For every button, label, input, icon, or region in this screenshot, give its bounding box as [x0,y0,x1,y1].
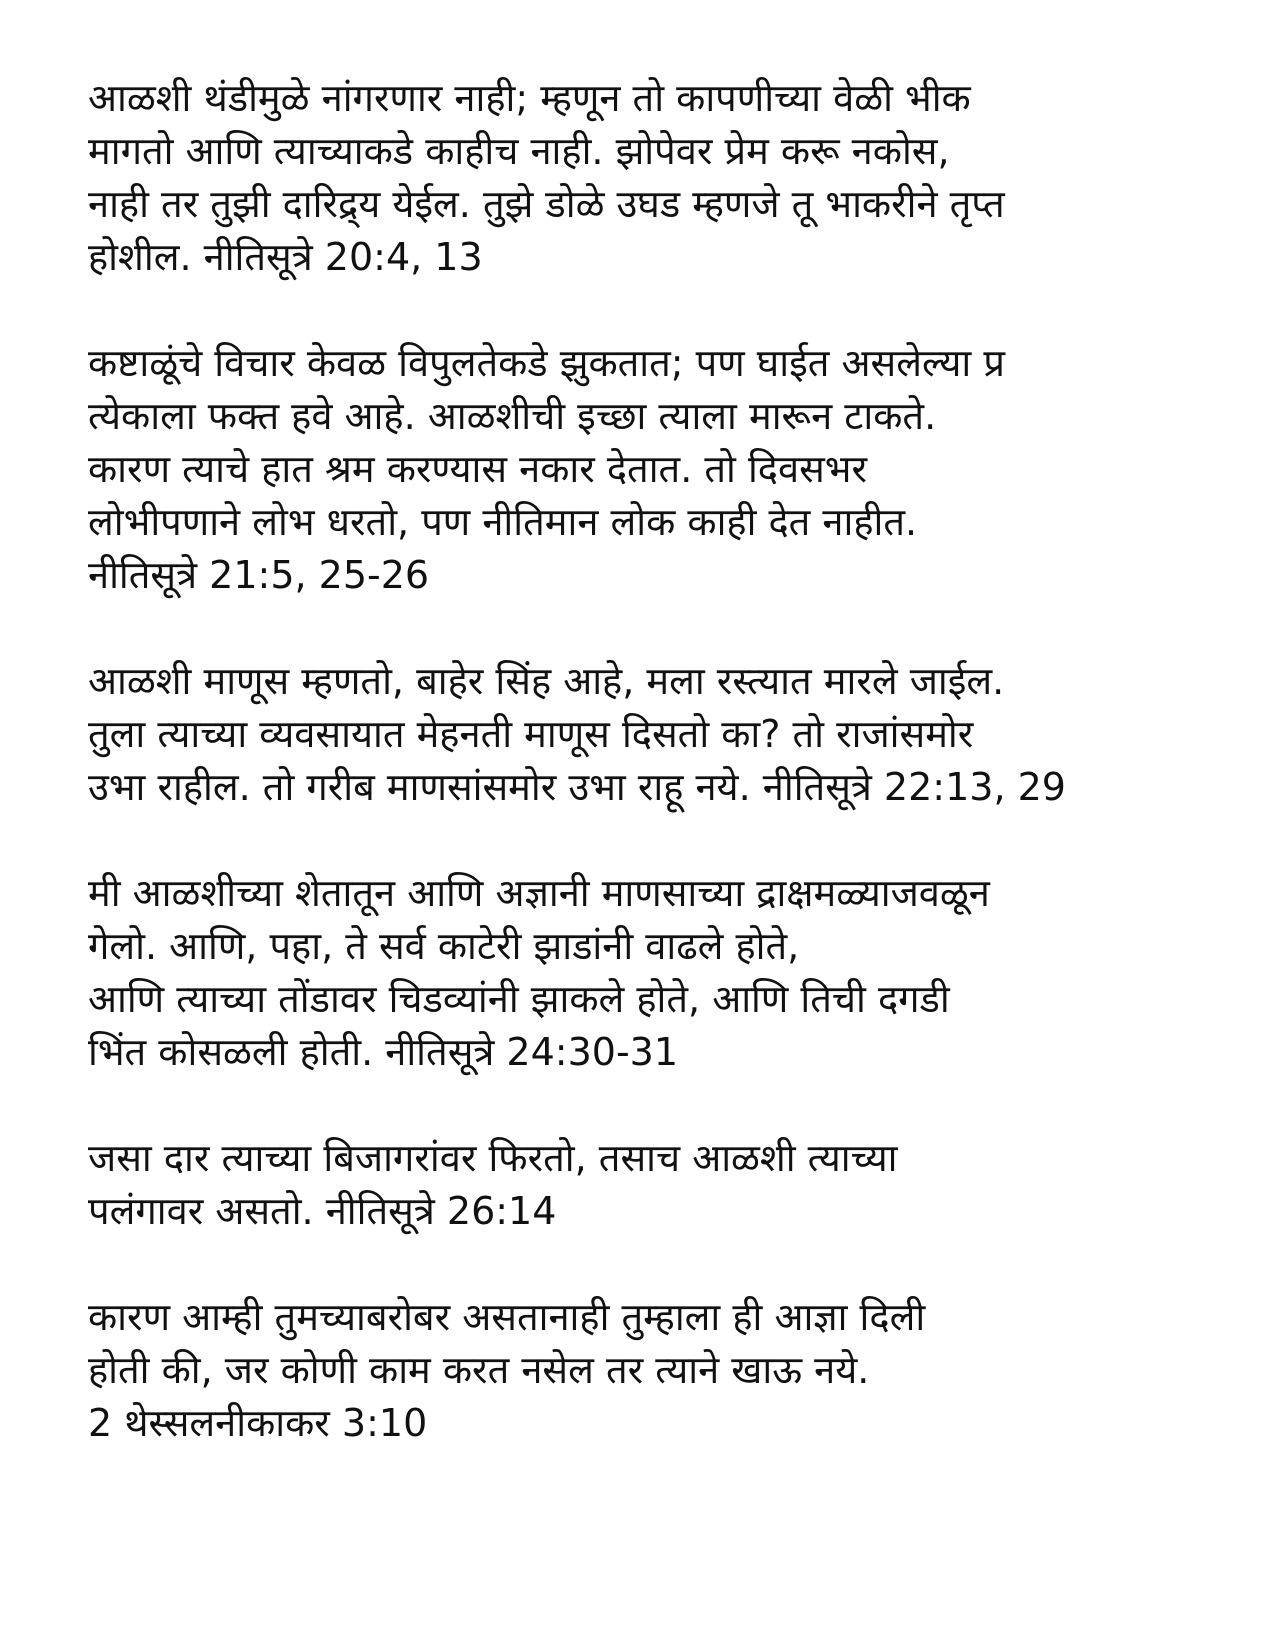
text-line: जसा दार त्याच्या बिजागरांवर फिरतो, तसाच आळशी त्याच्या [88,1136,898,1180]
verse-paragraph-3 [88,655,1248,814]
text-line: मी आळशीच्या शेतातून आणि अज्ञानी माणसाच्या द्राक्षमळ्याजवळून [88,871,990,915]
text-line: आणि त्याच्या तोंडावर चिडव्यांनी झाकले होते, आणि तिची दगडी [88,977,950,1021]
text-line: कष्टाळूंचे विचार केवळ विपुलतेकडे झुकतात; पण घाईत असलेल्या प्र [88,341,1005,385]
text-line: नाही तर तुझी दारिद्र्य येईल. तुझे डोळे उघड म्हणजे तू भाकरीने तृप्त [88,182,1005,226]
text-line: पलंगावर असतो. नीतिसूत्रे 26:14 [88,1189,557,1233]
document-body [88,72,1248,1503]
verse-paragraph-4 [88,867,1248,1079]
text-line: नीतिसूत्रे 21:5, 25-26 [88,553,430,597]
verse-paragraph-6 [88,1291,1248,1450]
verse-paragraph-1 [88,72,1248,284]
text-line: भिंत कोसळली होती. नीतिसूत्रे 24:30-31 [88,1030,679,1074]
text-line: होशील. नीतिसूत्रे 20:4, 13 [88,235,483,279]
text-line: तुला त्याच्या व्यवसायात मेहनती माणूस दिसतो का? तो राजांसमोर [88,712,974,756]
text-line: लोभीपणाने लोभ धरतो, पण नीतिमान लोक काही देत नाहीत. [88,500,918,544]
text-line: उभा राहील. तो गरीब माणसांसमोर उभा राहू नये. नीतिसूत्रे 22:13, 29 [88,765,1066,809]
text-line: आळशी माणूस म्हणतो, बाहेर सिंह आहे, मला रस्त्यात मारले जाईल. [88,659,1005,703]
text-line: कारण आम्ही तुमच्याबरोबर असतानाही तुम्हाला ही आज्ञा दिली [88,1295,926,1339]
verse-paragraph-2 [88,337,1248,602]
text-line: 2 थेस्सलनीकाकर 3:10 [88,1401,428,1445]
text-line: होती की, जर कोणी काम करत नसेल तर त्याने खाऊ नये. [88,1348,870,1392]
text-line: त्येकाला फक्त हवे आहे. आळशीची इच्छा त्याला मारून टाकते. [88,394,937,438]
text-line: कारण त्याचे हात श्रम करण्यास नकार देतात. तो दिवसभर [88,447,868,491]
text-line: आळशी थंडीमुळे नांगरणार नाही; म्हणून तो कापणीच्या वेळी भीक [88,76,971,120]
text-line: मागतो आणि त्याच्याकडे काहीच नाही. झोपेवर प्रेम करू नकोस, [88,129,950,173]
verse-paragraph-5 [88,1132,1248,1238]
text-line: गेलो. आणि, पहा, ते सर्व काटेरी झाडांनी वाढले होते, [88,924,800,968]
